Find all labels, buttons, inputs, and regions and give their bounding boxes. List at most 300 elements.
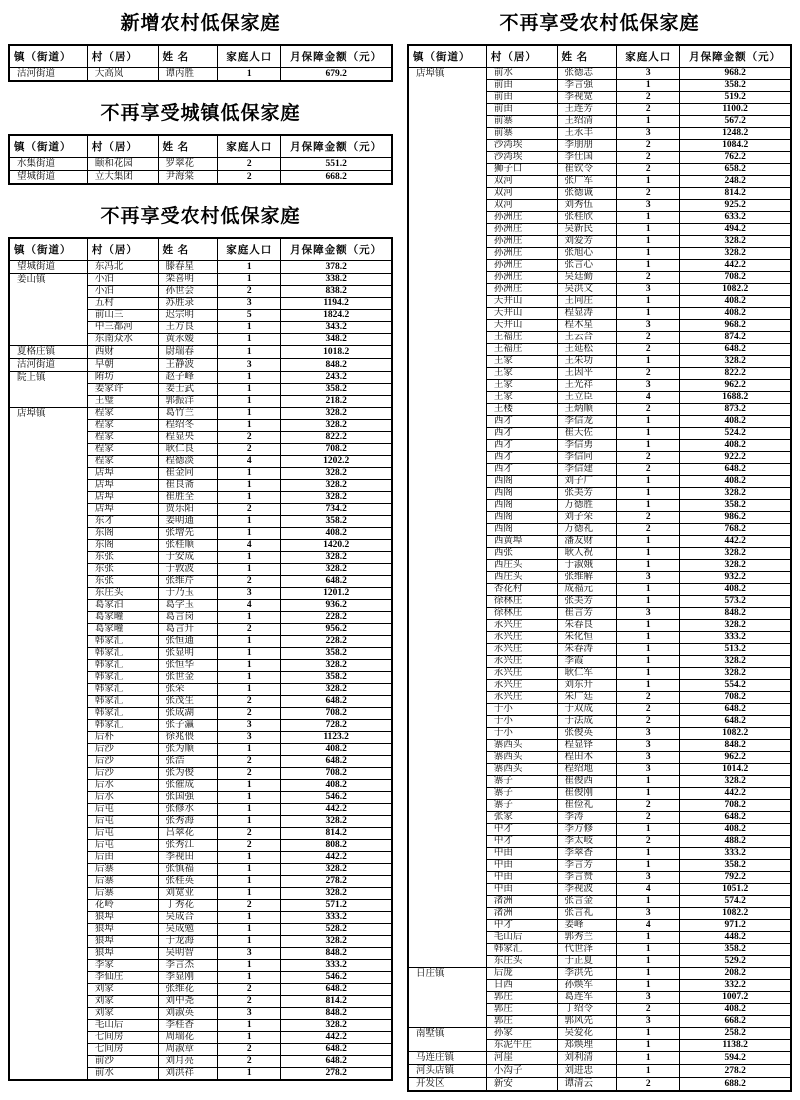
cell-village: 东张 (87, 564, 158, 576)
cell-village: 西阁 (486, 488, 557, 500)
cell-name: 崔俊西 (557, 776, 617, 788)
cell-population: 1 (617, 548, 680, 560)
cell-name: 王炳顺 (557, 404, 617, 416)
cell-population: 1 (218, 912, 281, 924)
cell-village: 西阁 (486, 500, 557, 512)
cell-name: 姜峰 (557, 920, 617, 932)
header-row (9, 135, 392, 158)
cell-amount: 358.2 (281, 516, 392, 528)
cell-village: 后朴 (87, 732, 158, 744)
cell-name: 罗翠花 (158, 158, 218, 171)
cell-village: 后水 (87, 780, 158, 792)
cell-population: 1 (617, 500, 680, 512)
cell-amount: 328.2 (281, 408, 392, 420)
cell-name: 于乃玉 (158, 588, 218, 600)
cell-village: 寨西头 (486, 740, 557, 752)
cell-village: 程家 (87, 432, 158, 444)
cell-population: 2 (617, 464, 680, 476)
cell-amount: 971.2 (680, 920, 791, 932)
cell-amount: 848.2 (281, 948, 392, 960)
cell-name: 李桂香 (158, 1020, 218, 1032)
cell-name: 周淑章 (158, 1044, 218, 1056)
cell-town: 日庄镇 (408, 968, 486, 1028)
cell-village: 天井山 (486, 296, 557, 308)
cell-village: 店埠 (87, 480, 158, 492)
cell-population: 2 (218, 444, 281, 456)
cell-town: 望城街道 (9, 261, 87, 274)
cell-amount: 668.2 (680, 1016, 791, 1028)
cell-population: 2 (218, 432, 281, 444)
cell-village: 小泊 (87, 286, 158, 298)
cell-amount: 328.2 (680, 668, 791, 680)
cell-population: 1 (218, 468, 281, 480)
cell-population: 2 (617, 704, 680, 716)
cell-amount: 594.2 (680, 1052, 791, 1065)
cell-amount: 378.2 (281, 261, 392, 274)
cell-amount: 442.2 (680, 788, 791, 800)
new-rural-table (8, 44, 393, 82)
cell-village: 前水 (486, 68, 557, 80)
cell-population: 1 (218, 672, 281, 684)
cell-name: 朱广廷 (557, 692, 617, 704)
cell-village: 韩家汇 (87, 636, 158, 648)
cell-population: 2 (617, 332, 680, 344)
cell-population: 1 (617, 476, 680, 488)
cell-name: 于敦波 (158, 564, 218, 576)
cell-amount: 1201.2 (281, 588, 392, 600)
cell-name: 潘友财 (557, 536, 617, 548)
cell-population: 2 (617, 404, 680, 416)
cell-name: 崔良斋 (158, 480, 218, 492)
cell-name: 张桂英 (158, 876, 218, 888)
table-row (408, 968, 791, 980)
cell-amount: 248.2 (680, 176, 791, 188)
cell-name: 王立臣 (557, 392, 617, 404)
cell-amount: 358.2 (281, 384, 392, 396)
cell-population: 1 (617, 80, 680, 92)
cell-population: 2 (617, 140, 680, 152)
cell-amount: 408.2 (680, 824, 791, 836)
cell-amount: 708.2 (281, 444, 392, 456)
cell-amount: 1007.2 (680, 992, 791, 1004)
cell-village: 西张 (486, 548, 557, 560)
cell-population: 4 (218, 456, 281, 468)
cell-village: 姜家许 (87, 384, 158, 396)
cell-amount: 328.2 (281, 660, 392, 672)
cell-population: 1 (218, 888, 281, 900)
cell-village: 刘家 (87, 984, 158, 996)
cell-population: 4 (617, 884, 680, 896)
cell-village: 后沙 (87, 756, 158, 768)
column-header: 镇（街道） (9, 238, 87, 261)
cell-name: 李言赞 (557, 872, 617, 884)
cell-village: 狼埠 (87, 924, 158, 936)
cell-population: 3 (617, 992, 680, 1004)
cell-name: 吴明智 (158, 948, 218, 960)
cell-population: 2 (617, 524, 680, 536)
cell-amount: 848.2 (281, 359, 392, 372)
cell-amount: 1082.2 (680, 284, 791, 296)
cell-population: 4 (218, 540, 281, 552)
header-row (408, 45, 791, 68)
cell-village: 天井山 (486, 308, 557, 320)
cell-name: 王光祥 (557, 380, 617, 392)
cell-name: 李信同 (557, 452, 617, 464)
cell-amount: 328.2 (680, 776, 791, 788)
cell-name: 耿仁军 (557, 668, 617, 680)
cell-amount: 328.2 (680, 656, 791, 668)
cell-name: 李朋朋 (557, 140, 617, 152)
cell-population: 1 (617, 956, 680, 968)
cell-population: 1 (617, 1040, 680, 1052)
cell-name: 程绍地 (557, 764, 617, 776)
cell-name: 王延松 (557, 344, 617, 356)
cell-name: 李信龙 (557, 416, 617, 428)
cell-amount: 792.2 (680, 872, 791, 884)
cell-village: 西阁 (486, 524, 557, 536)
cell-name: 王云合 (557, 332, 617, 344)
cell-village: 孙洲庄 (486, 212, 557, 224)
cell-amount: 278.2 (680, 1065, 791, 1078)
cell-village: 韩家汇 (87, 648, 158, 660)
cell-name: 李视宽 (557, 92, 617, 104)
cell-amount: 328.2 (281, 888, 392, 900)
cell-village: 郭庄 (486, 1004, 557, 1016)
cell-name: 张美芳 (557, 488, 617, 500)
cell-population: 1 (218, 552, 281, 564)
cell-amount: 551.2 (281, 158, 392, 171)
column-header: 镇（街道） (9, 45, 87, 68)
cell-population: 4 (218, 600, 281, 612)
cell-amount: 546.2 (281, 792, 392, 804)
cell-name: 张维芹 (158, 576, 218, 588)
cell-town: 姜山镇 (9, 274, 87, 346)
cell-name: 耿仁良 (158, 444, 218, 456)
cell-name: 王连芳 (557, 104, 617, 116)
cell-village: 西才 (486, 464, 557, 476)
cell-population: 2 (617, 164, 680, 176)
new-rural-title: 新增农村低保家庭 (120, 12, 281, 34)
cell-amount: 1194.2 (281, 298, 392, 310)
cell-amount: 513.2 (680, 644, 791, 656)
cell-name: 代世泽 (557, 944, 617, 956)
cell-population: 1 (617, 248, 680, 260)
cell-village: 中由 (486, 884, 557, 896)
cell-population: 1 (218, 864, 281, 876)
cell-name: 程显铎 (557, 740, 617, 752)
cell-name: 张维花 (158, 984, 218, 996)
column-header: 村（居） (87, 45, 158, 68)
cell-village: 程家 (87, 408, 158, 420)
cell-amount: 328.2 (680, 548, 791, 560)
cell-village: 狼埠 (87, 912, 158, 924)
header-row (9, 238, 392, 261)
cell-village: 西财 (87, 346, 158, 359)
cell-population: 1 (218, 274, 281, 286)
cell-population: 4 (617, 392, 680, 404)
cell-village: 东冯北 (87, 261, 158, 274)
cell-amount: 633.2 (680, 212, 791, 224)
cell-name: 于双成 (557, 704, 617, 716)
cell-population: 3 (218, 948, 281, 960)
cell-village: 孙洲庄 (486, 284, 557, 296)
cell-amount: 442.2 (281, 1032, 392, 1044)
cell-amount: 408.2 (680, 476, 791, 488)
cell-name: 谭清云 (557, 1078, 617, 1092)
cell-village: 葛家疃 (87, 624, 158, 636)
cell-name: 张桂欣 (557, 212, 617, 224)
cell-name: 李视田 (158, 852, 218, 864)
cell-name: 张言礼 (557, 908, 617, 920)
cell-name: 谭丙胜 (158, 68, 218, 82)
cell-name: 葛竹兰 (158, 408, 218, 420)
stop-urban-table (8, 134, 393, 185)
cell-population: 1 (218, 396, 281, 408)
cell-population: 3 (617, 740, 680, 752)
cell-population: 1 (617, 116, 680, 128)
cell-population: 1 (617, 980, 680, 992)
cell-town: 水集街道 (9, 158, 87, 171)
column-header: 姓 名 (158, 45, 218, 68)
cell-village: 七间房 (87, 1044, 158, 1056)
cell-name: 崔俊刚 (557, 788, 617, 800)
cell-population: 3 (617, 128, 680, 140)
cell-amount: 768.2 (680, 524, 791, 536)
cell-population: 3 (617, 200, 680, 212)
cell-name: 吴新民 (557, 224, 617, 236)
cell-name: 贾乐阳 (158, 504, 218, 516)
cell-amount: 333.2 (680, 632, 791, 644)
cell-amount: 529.2 (680, 956, 791, 968)
cell-village: 永兴庄 (486, 656, 557, 668)
cell-village: 陏坊 (87, 372, 158, 384)
cell-population: 1 (617, 488, 680, 500)
cell-amount: 408.2 (680, 1004, 791, 1016)
cell-village: 王福庄 (486, 344, 557, 356)
cell-name: 李霞 (557, 656, 617, 668)
column-header: 家庭人口 (617, 45, 680, 68)
cell-village: 徐林庄 (486, 596, 557, 608)
cell-name: 李涛 (557, 812, 617, 824)
cell-name: 于法成 (557, 716, 617, 728)
cell-village: 中由 (486, 848, 557, 860)
cell-village: 后由 (87, 852, 158, 864)
cell-name: 刘子广 (557, 476, 617, 488)
cell-name: 李言杰 (158, 960, 218, 972)
cell-village: 前由 (486, 92, 557, 104)
cell-name: 万德礼 (557, 524, 617, 536)
column-header: 家庭人口 (218, 135, 281, 158)
cell-population: 1 (617, 224, 680, 236)
cell-amount: 873.2 (680, 404, 791, 416)
cell-village: 后屯 (87, 828, 158, 840)
cell-population: 1 (617, 968, 680, 980)
cell-village: 后寨 (87, 864, 158, 876)
cell-name: 张秀海 (158, 816, 218, 828)
header-row (9, 45, 392, 68)
cell-amount: 328.2 (281, 564, 392, 576)
cell-amount: 358.2 (680, 860, 791, 872)
cell-population: 1 (218, 408, 281, 420)
cell-amount: 708.2 (680, 692, 791, 704)
cell-population: 3 (617, 284, 680, 296)
cell-name: 张秀江 (158, 840, 218, 852)
cell-village: 前山三 (87, 310, 158, 322)
cell-village: 后沙 (87, 744, 158, 756)
cell-population: 1 (218, 780, 281, 792)
cell-name: 于龙海 (158, 936, 218, 948)
cell-name: 张言金 (557, 896, 617, 908)
cell-population: 2 (218, 840, 281, 852)
cell-name: 李洪先 (557, 968, 617, 980)
cell-name: 孙世会 (158, 286, 218, 298)
cell-name: 葛言升 (158, 624, 218, 636)
cell-population: 3 (617, 908, 680, 920)
cell-name: 吴爱花 (557, 1028, 617, 1040)
cell-amount: 442.2 (680, 260, 791, 272)
cell-name: 刘洪祥 (158, 1068, 218, 1081)
table-row (408, 1078, 791, 1092)
table-row (9, 359, 392, 372)
cell-population: 1 (218, 792, 281, 804)
cell-village: 西黄埠 (486, 536, 557, 548)
cell-amount: 986.2 (680, 512, 791, 524)
cell-name: 刘淑英 (158, 1008, 218, 1020)
cell-name: 张催成 (158, 780, 218, 792)
cell-name: 刘进忠 (557, 1065, 617, 1078)
cell-population: 1 (218, 1068, 281, 1081)
cell-village: 孙洲庄 (486, 236, 557, 248)
cell-village: 前水 (87, 1068, 158, 1081)
cell-population: 1 (218, 480, 281, 492)
cell-name: 尹海棠 (158, 171, 218, 185)
cell-amount: 408.2 (680, 296, 791, 308)
cell-village: 前由 (486, 104, 557, 116)
cell-population: 1 (218, 492, 281, 504)
cell-village: 刘家 (87, 1008, 158, 1020)
cell-name: 郭风先 (557, 1016, 617, 1028)
cell-population: 3 (617, 728, 680, 740)
cell-town: 开发区 (408, 1078, 486, 1092)
cell-population: 1 (617, 584, 680, 596)
cell-name: 李显刚 (158, 972, 218, 984)
cell-population: 1 (218, 876, 281, 888)
cell-population: 1 (218, 816, 281, 828)
cell-name: 成福元 (557, 584, 617, 596)
cell-village: 寨子 (486, 788, 557, 800)
cell-name: 吴廷勤 (557, 272, 617, 284)
cell-village: 西才 (486, 428, 557, 440)
cell-village: 店埠 (87, 504, 158, 516)
cell-name: 李太岐 (557, 836, 617, 848)
cell-name: 崔钦令 (557, 164, 617, 176)
cell-village: 店埠 (87, 468, 158, 480)
cell-amount: 848.2 (680, 608, 791, 620)
cell-town: 店埠镇 (9, 408, 87, 1081)
cell-village: 中才 (486, 824, 557, 836)
cell-population: 1 (617, 560, 680, 572)
cell-name: 刘月亮 (158, 1056, 218, 1068)
cell-village: 王家 (486, 392, 557, 404)
cell-village: 西庄头 (486, 572, 557, 584)
cell-village: 前寨 (486, 116, 557, 128)
cell-village: 渚洲 (486, 908, 557, 920)
cell-name: 姜明通 (158, 516, 218, 528)
cell-population: 2 (617, 452, 680, 464)
cell-population: 1 (617, 848, 680, 860)
stop-rural-title: 不再享受农村低保家庭 (100, 205, 301, 227)
cell-village: 后屯 (87, 804, 158, 816)
cell-village: 狼埠 (87, 936, 158, 948)
cell-population: 1 (218, 516, 281, 528)
cell-amount: 524.2 (680, 428, 791, 440)
cell-amount: 494.2 (680, 224, 791, 236)
cell-village: 东南众水 (87, 334, 158, 346)
cell-village: 永兴庄 (486, 620, 557, 632)
cell-village: 王璧 (87, 396, 158, 408)
cell-name: 葛连军 (557, 992, 617, 1004)
cell-amount: 408.2 (680, 308, 791, 320)
cell-amount: 228.2 (281, 636, 392, 648)
cell-population: 3 (617, 764, 680, 776)
cell-population: 3 (617, 608, 680, 620)
cell-population: 3 (218, 720, 281, 732)
cell-population: 1 (617, 776, 680, 788)
cell-amount: 1082.2 (680, 908, 791, 920)
cell-amount: 668.2 (281, 171, 392, 185)
cell-amount: 648.2 (680, 464, 791, 476)
cell-village: 西庄头 (486, 560, 557, 572)
column-header: 镇（街道） (408, 45, 486, 68)
cell-name: 王因平 (557, 368, 617, 380)
cell-amount: 648.2 (680, 344, 791, 356)
cell-name: 耿人祝 (557, 548, 617, 560)
cell-name: 吴成勉 (158, 924, 218, 936)
cell-population: 2 (218, 708, 281, 720)
cell-amount: 408.2 (281, 744, 392, 756)
cell-village: 日西 (486, 980, 557, 992)
cell-population: 1 (617, 416, 680, 428)
cell-village: 于小 (486, 716, 557, 728)
cell-population: 1 (218, 346, 281, 359)
cell-village: 东庄头 (87, 588, 158, 600)
cell-amount: 734.2 (281, 504, 392, 516)
cell-amount: 573.2 (680, 596, 791, 608)
cell-village: 韩家汇 (87, 696, 158, 708)
cell-amount: 925.2 (680, 200, 791, 212)
cell-amount: 1248.2 (680, 128, 791, 140)
cell-village: 孙洲庄 (486, 224, 557, 236)
cell-name: 王静波 (158, 359, 218, 372)
cell-village: 狼埠 (87, 948, 158, 960)
cell-name: 李言芳 (557, 860, 617, 872)
cell-village: 西才 (486, 440, 557, 452)
cell-village: 东阁 (87, 528, 158, 540)
cell-population: 1 (218, 68, 281, 82)
cell-population: 2 (218, 996, 281, 1008)
cell-amount: 762.2 (680, 152, 791, 164)
cell-amount: 408.2 (281, 780, 392, 792)
cell-amount: 1051.2 (680, 884, 791, 896)
cell-town: 马连庄镇 (408, 1052, 486, 1065)
cell-amount: 442.2 (680, 536, 791, 548)
cell-name: 张子瀛 (158, 720, 218, 732)
cell-village: 东张 (87, 552, 158, 564)
cell-amount: 1123.2 (281, 732, 392, 744)
cell-amount: 358.2 (281, 648, 392, 660)
cell-amount: 822.2 (281, 432, 392, 444)
stop-rural-continued-table (407, 44, 792, 1092)
